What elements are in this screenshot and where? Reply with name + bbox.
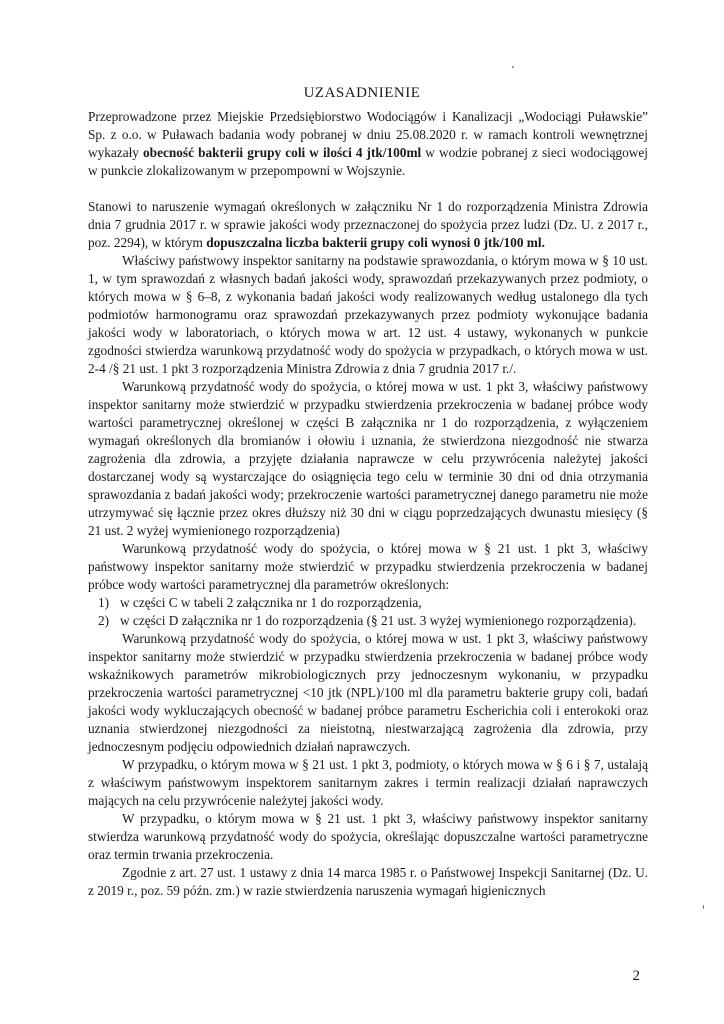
document-title: UZASADNIENIE xyxy=(303,85,421,101)
scan-speck xyxy=(703,905,704,909)
list-text: w części D załącznika nr 1 do rozporządzenia (§ 21 ust. 3 wyżej wymienionego rozporządzenia). xyxy=(120,613,637,628)
document-body xyxy=(88,108,648,900)
paragraph-remedial: W przypadku, o którym mowa w § 21 ust. 1 pkt 3, podmioty, o których mowa w § 6 i § 7, ustalają z właściwym państwowym inspektorem sanitarnym zakres i termin realizacji działań naprawczych mających na celu przywrócenie należytej jakości wody. xyxy=(88,757,648,808)
paragraph-conditional-2: Warunkową przydatność wody do spożycia, o której mowa w § 21 ust. 1 pkt 3, właściwy państwowy inspektor sanitarny może stwierdzić w przypadku stwierdzenia przekroczenia w badanej próbce wody wartości parametrycznej dla parametrów określonych: xyxy=(88,541,648,592)
list-number: 1) xyxy=(98,595,110,610)
list-text: w części C w tabeli 2 załącznika nr 1 do rozporządzenia, xyxy=(120,595,422,610)
paragraph-findings xyxy=(88,108,648,180)
list-item xyxy=(88,612,648,630)
list-item xyxy=(88,594,648,612)
parameters-list xyxy=(88,594,648,630)
paragraph-violation xyxy=(88,198,648,252)
paragraph-legal-basis: Zgodnie z art. 27 ust. 1 ustawy z dnia 14 marca 1985 r. o Państwowej Inspekcji Sanitarnej (Dz. U. z 2019 r., poz. 59 późn. zm.) w razie stwierdzenia naruszenia wymagań higienicznych xyxy=(88,865,648,898)
paragraph-inspector: Właściwy państwowy inspektor sanitarny na podstawie sprawozdania, o którym mowa w § 10 ust. 1, w tym sprawozdań z własnych badań jakości wody, sprawozdań przekazywanych przez podmioty, o których mowa w § 6–8, z wykonania badań jakości wody realizowanych według ustalonego dla tych podmiotów harmonogramu oraz sprawozdań przekazywanych przez podmioty wykonujące badania jakości wody w laboratoriach, o których mowa w art. 12 ust. 4 ustawy, wykonanych w punkcie zgodności stwierdza warunkową przydatność wody do spożycia w przypadkach, o których mowa w ust. 2-4 /§ 21 ust. 1 pkt 3 rozporządzenia Ministra Zdrowia z dnia 7 grudnia 2017 r./. xyxy=(88,253,648,376)
paragraph-determination: W przypadku, o którym mowa w § 21 ust. 1 pkt 3, właściwy państwowy inspektor sanitarny stwierdza warunkową przydatność wody do spożycia, określając dopuszczalne wartości parametryczne oraz termin trwania przekroczenia. xyxy=(88,811,648,862)
text-span: Przeprowadzone przez Miejskie Przedsiębiorstwo Wodociągów i Kanalizacji „Wodociągi Puławskie” Sp. z o.o. w Puławach badania wody pobranej w dniu 25.08.2020 r. w ramach kontroli wewnętrznej wykazały xyxy=(88,109,648,160)
bold-limit: dopuszczalna liczba bakterii grupy coli wynosi 0 jtk/100 ml. xyxy=(206,235,545,250)
bold-finding: obecność bakterii grupy coli w ilości 4 jtk/100ml xyxy=(143,145,422,160)
list-number: 2) xyxy=(98,613,110,628)
text-span: w wodzie pobranej z sieci wodociągowej w punkcie zlokalizowanym w przepompowni w Wojszynie. xyxy=(88,145,648,178)
page-number: 2 xyxy=(632,968,640,984)
text-span: Stanowi to naruszenie wymagań określonych w załączniku Nr 1 do rozporządzenia Ministra Zdrowia dnia 7 grudnia 2017 r. w sprawie jakości wody przeznaczonej do spożycia przez ludzi (Dz. U. z 2017 r., poz. 2294), w którym xyxy=(88,199,648,250)
scan-speck xyxy=(512,66,514,68)
paragraph-conditional-1: Warunkową przydatność wody do spożycia, o której mowa w ust. 1 pkt 3, właściwy państwowy inspektor sanitarny może stwierdzić w przypadku stwierdzenia przekroczenia w badanej próbce wody wartości parametrycznej określonej w części B załącznika nr 1 do rozporządzenia, z wyłączeniem wymagań określonych dla bromianów i ołowiu i uznania, że stwierdzona niezgodność nie stwarza zagrożenia dla zdrowia, a przyjęte działania naprawcze w celu przywrócenia należytej jakości dostarczanej wody są wystarczające do osiągnięcia tego celu w terminie 30 dni od dnia otrzymania sprawozdania z badań jakości wody; przekroczenie wartości parametrycznej danego parametru nie może utrzymywać się łącznie przez okres dłuższy niż 30 dni w ciągu poprzedzających dwunastu miesięcy (§ 21 ust. 2 wyżej wymienionego rozporządzenia) xyxy=(88,379,648,538)
paragraph-conditional-3: Warunkową przydatność wody do spożycia, o której mowa w ust. 1 pkt 3, właściwy państwowy inspektor sanitarny może stwierdzić w przypadku stwierdzenia przekroczenia w badanej próbce wody wskaźnikowych parametrów mikrobiologicznych przy jednoczesnym wykonaniu, w przypadku przekroczenia wartości parametrycznej <10 jtk (NPL)/100 ml dla parametru bakterie grupy coli, badań jakości wody wykluczających obecność w badanej próbce parametru Escherichia coli i enterokoki oraz uznania stwierdzonej niezgodności za nieistotną, niestwarzającą zagrożenia dla zdrowia, przy jednoczesnym podjęciu odpowiednich działań naprawczych. xyxy=(88,631,648,754)
